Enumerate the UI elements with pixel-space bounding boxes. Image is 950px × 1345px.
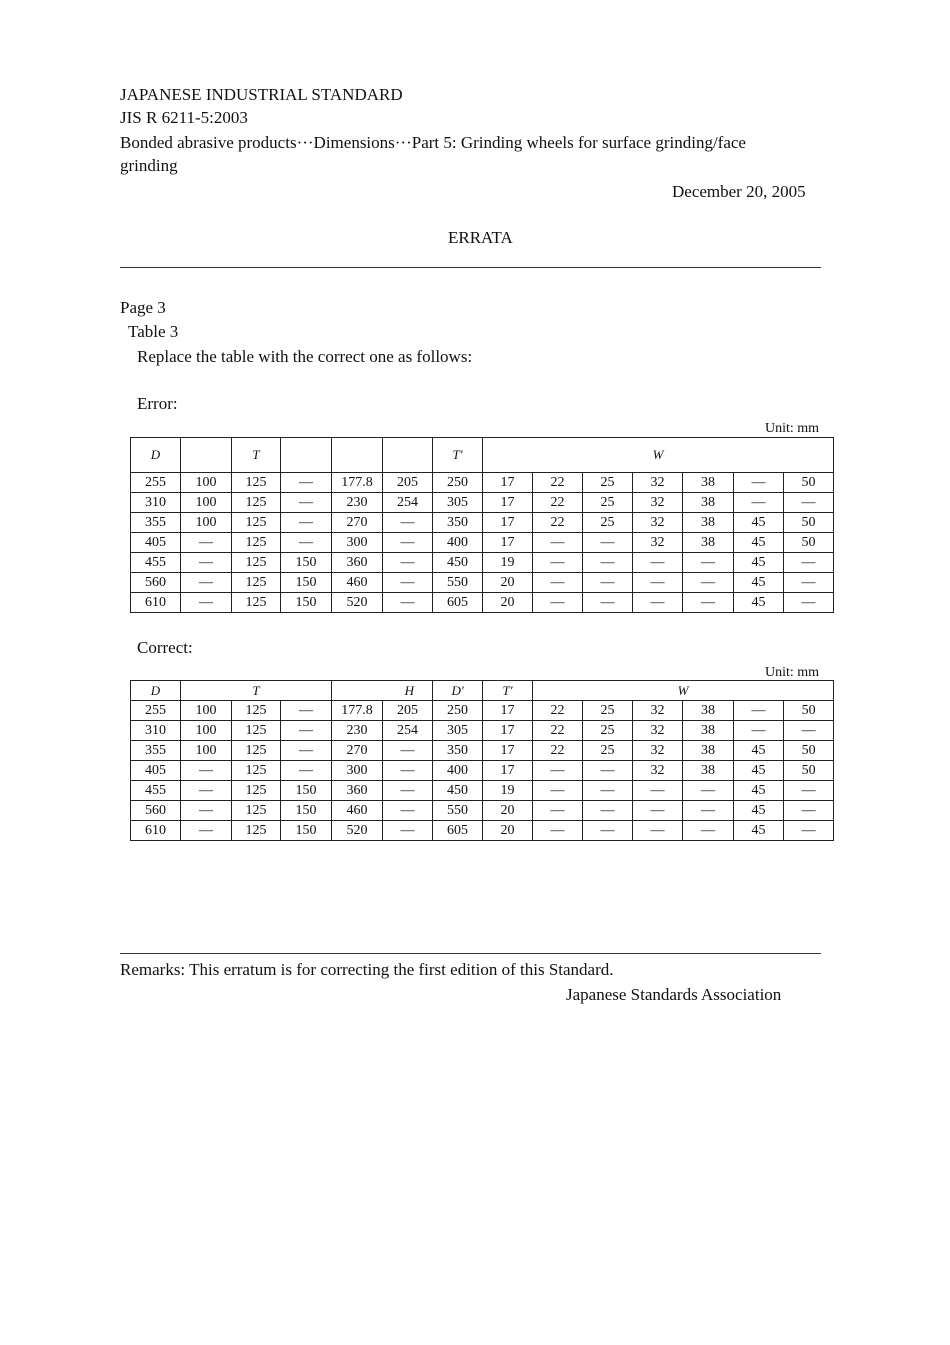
table-cell: 205 <box>383 473 433 493</box>
table-cell: — <box>583 553 633 573</box>
table-cell: — <box>633 593 683 613</box>
table-cell: 20 <box>483 593 533 613</box>
table-cell: 150 <box>281 553 332 573</box>
table-cell: 560 <box>131 573 181 593</box>
table-cell: — <box>784 553 834 573</box>
table-cell: — <box>583 573 633 593</box>
table-cell: 230 <box>332 493 383 513</box>
table-cell: 610 <box>131 821 181 841</box>
table-cell: — <box>533 821 583 841</box>
error-table <box>130 437 834 613</box>
table-cell: — <box>181 781 232 801</box>
header-w: W <box>533 681 834 701</box>
table-cell: — <box>383 821 433 841</box>
table-row <box>131 593 834 613</box>
table-cell: — <box>633 573 683 593</box>
table-cell: 38 <box>683 701 734 721</box>
errata-heading: ERRATA <box>448 228 513 247</box>
table-cell: 605 <box>433 593 483 613</box>
table-cell: — <box>383 513 433 533</box>
table-cell: — <box>734 701 784 721</box>
table-cell: 22 <box>533 513 583 533</box>
table-cell: — <box>281 761 332 781</box>
table-row <box>131 513 834 533</box>
table-cell: 45 <box>734 801 784 821</box>
table-cell: — <box>583 801 633 821</box>
table-cell: — <box>383 593 433 613</box>
table-cell: 45 <box>734 741 784 761</box>
table-cell: 255 <box>131 701 181 721</box>
table-cell: 17 <box>483 513 533 533</box>
table-cell: 125 <box>232 513 281 533</box>
table-cell: 17 <box>483 493 533 513</box>
table-cell: 300 <box>332 533 383 553</box>
table-cell: — <box>533 553 583 573</box>
table-cell: 100 <box>181 701 232 721</box>
table-row <box>131 741 834 761</box>
table-cell: — <box>734 473 784 493</box>
table-cell: 270 <box>332 513 383 533</box>
table-cell: — <box>181 593 232 613</box>
table-cell: — <box>784 781 834 801</box>
table-cell: — <box>583 761 633 781</box>
table-cell: 25 <box>583 721 633 741</box>
table-cell: 32 <box>633 701 683 721</box>
table-cell: 50 <box>784 701 834 721</box>
table-cell: 25 <box>583 513 633 533</box>
table-cell: 17 <box>483 721 533 741</box>
table-row <box>131 721 834 741</box>
header-h: H <box>332 681 433 701</box>
table-cell: — <box>533 573 583 593</box>
table-cell: — <box>181 761 232 781</box>
table-cell: 150 <box>281 801 332 821</box>
table-cell: 22 <box>533 741 583 761</box>
table-cell: 205 <box>383 701 433 721</box>
table-cell: 17 <box>483 741 533 761</box>
table-cell: 45 <box>734 533 784 553</box>
table-cell: 125 <box>232 533 281 553</box>
table-cell: — <box>583 593 633 613</box>
header-blank <box>281 438 332 473</box>
table-cell: — <box>533 801 583 821</box>
table-cell: 19 <box>483 781 533 801</box>
table-row <box>131 473 834 493</box>
table-cell: — <box>533 533 583 553</box>
table-cell: — <box>583 781 633 801</box>
table-cell: 355 <box>131 741 181 761</box>
table-cell: — <box>281 493 332 513</box>
table-cell: — <box>281 721 332 741</box>
page-ref: Page 3 <box>120 298 166 317</box>
table-row <box>131 493 834 513</box>
table-cell: 32 <box>633 513 683 533</box>
table-cell: — <box>533 593 583 613</box>
correct-unit-label: Unit: mm <box>765 665 820 680</box>
table-cell: — <box>784 821 834 841</box>
table-cell: 22 <box>533 473 583 493</box>
header-t-prime: T' <box>433 438 483 473</box>
table-cell: — <box>383 741 433 761</box>
table-cell: — <box>683 801 734 821</box>
table-row <box>131 701 834 721</box>
header-t: T <box>232 438 281 473</box>
table-cell: 250 <box>433 473 483 493</box>
table-cell: 455 <box>131 553 181 573</box>
bottom-rule <box>120 953 821 954</box>
table-cell: 50 <box>784 513 834 533</box>
table-cell: 38 <box>683 761 734 781</box>
table-cell: — <box>181 821 232 841</box>
table-cell: 310 <box>131 493 181 513</box>
table-cell: — <box>683 821 734 841</box>
table-cell: 520 <box>332 593 383 613</box>
table-cell: 50 <box>784 473 834 493</box>
table-cell: 32 <box>633 721 683 741</box>
table-cell: 50 <box>784 741 834 761</box>
org-name: JAPANESE INDUSTRIAL STANDARD <box>120 85 403 104</box>
table-cell: 305 <box>433 493 483 513</box>
header-blank <box>383 438 433 473</box>
table-cell: — <box>784 573 834 593</box>
table-cell: 360 <box>332 553 383 573</box>
table-cell: 32 <box>633 533 683 553</box>
table-cell: — <box>383 533 433 553</box>
table-cell: 450 <box>433 553 483 573</box>
table-cell: 100 <box>181 513 232 533</box>
table-row <box>131 801 834 821</box>
table-cell: 177.8 <box>332 701 383 721</box>
table-cell: 450 <box>433 781 483 801</box>
title-line-1: Bonded abrasive products···Dimensions···Part 5: Grinding wheels for surface grinding/face <box>120 133 746 152</box>
table-cell: 177.8 <box>332 473 383 493</box>
table-cell: 45 <box>734 781 784 801</box>
table-cell: 100 <box>181 493 232 513</box>
table-cell: 19 <box>483 553 533 573</box>
table-cell: 45 <box>734 821 784 841</box>
table-cell: 305 <box>433 721 483 741</box>
table-cell: — <box>383 573 433 593</box>
table-cell: 125 <box>232 493 281 513</box>
table-cell: 125 <box>232 593 281 613</box>
table-cell: — <box>633 781 683 801</box>
table-cell: — <box>181 573 232 593</box>
table-cell: — <box>683 781 734 801</box>
table-cell: 20 <box>483 801 533 821</box>
correct-table <box>130 680 834 841</box>
table-cell: 150 <box>281 781 332 801</box>
table-cell: 38 <box>683 493 734 513</box>
table-cell: 250 <box>433 701 483 721</box>
header-t: T <box>181 681 332 701</box>
table-cell: 460 <box>332 801 383 821</box>
error-unit-label: Unit: mm <box>765 421 820 436</box>
table-cell: — <box>784 593 834 613</box>
table-cell: 20 <box>483 573 533 593</box>
table-cell: 460 <box>332 573 383 593</box>
table-cell: 150 <box>281 821 332 841</box>
table-cell: 32 <box>633 493 683 513</box>
table-cell: — <box>784 801 834 821</box>
table-cell: — <box>533 781 583 801</box>
table-cell: 550 <box>433 801 483 821</box>
error-label: Error: <box>137 394 178 413</box>
table-cell: 400 <box>433 761 483 781</box>
table-cell: 125 <box>232 781 281 801</box>
table-cell: — <box>633 801 683 821</box>
header-d-prime: D' <box>433 681 483 701</box>
table-cell: — <box>633 821 683 841</box>
table-cell: 38 <box>683 721 734 741</box>
table-cell: — <box>281 473 332 493</box>
table-cell: — <box>181 553 232 573</box>
table-row <box>131 781 834 801</box>
table-cell: — <box>784 493 834 513</box>
table-cell: — <box>383 761 433 781</box>
publisher-name: Japanese Standards Association <box>566 985 782 1004</box>
table-cell: 50 <box>784 533 834 553</box>
table-cell: — <box>683 573 734 593</box>
header-d: D <box>131 438 181 473</box>
header-t-prime: T' <box>483 681 533 701</box>
table-cell: 38 <box>683 533 734 553</box>
table-cell: 22 <box>533 493 583 513</box>
table-cell: 125 <box>232 821 281 841</box>
table-cell: 405 <box>131 533 181 553</box>
top-rule <box>120 267 821 268</box>
table-cell: 125 <box>232 553 281 573</box>
table-cell: 310 <box>131 721 181 741</box>
table-cell: 125 <box>232 701 281 721</box>
table-cell: — <box>383 553 433 573</box>
table-cell: — <box>281 513 332 533</box>
table-cell: — <box>281 701 332 721</box>
standard-number: JIS R 6211-5:2003 <box>120 108 248 127</box>
table-cell: 17 <box>483 761 533 781</box>
table-cell: 22 <box>533 701 583 721</box>
table-cell: 25 <box>583 701 633 721</box>
table-cell: — <box>383 781 433 801</box>
table-cell: 255 <box>131 473 181 493</box>
table-cell: — <box>583 533 633 553</box>
table-cell: — <box>734 721 784 741</box>
table-cell: 230 <box>332 721 383 741</box>
table-cell: 17 <box>483 533 533 553</box>
table-cell: 45 <box>734 573 784 593</box>
table-cell: 125 <box>232 721 281 741</box>
table-cell: 350 <box>433 513 483 533</box>
table-cell: 350 <box>433 741 483 761</box>
table-row <box>131 553 834 573</box>
table-cell: 520 <box>332 821 383 841</box>
header-blank <box>181 438 232 473</box>
table-cell: 270 <box>332 741 383 761</box>
table-cell: 254 <box>383 493 433 513</box>
table-cell: 32 <box>633 761 683 781</box>
table-cell: 100 <box>181 473 232 493</box>
table-cell: — <box>181 533 232 553</box>
table-cell: — <box>281 741 332 761</box>
table-header-row <box>131 681 834 701</box>
table-cell: 20 <box>483 821 533 841</box>
table-header-row <box>131 438 834 473</box>
table-cell: 22 <box>533 721 583 741</box>
table-cell: — <box>734 493 784 513</box>
table-row <box>131 761 834 781</box>
instruction-text: Replace the table with the correct one as follows: <box>137 347 473 366</box>
table-cell: — <box>383 801 433 821</box>
table-row <box>131 821 834 841</box>
table-cell: 45 <box>734 593 784 613</box>
table-cell: — <box>533 761 583 781</box>
table-cell: 150 <box>281 573 332 593</box>
table-cell: 45 <box>734 761 784 781</box>
table-cell: 360 <box>332 781 383 801</box>
table-cell: 254 <box>383 721 433 741</box>
table-cell: 125 <box>232 573 281 593</box>
table-cell: 125 <box>232 761 281 781</box>
header-d: D <box>131 681 181 701</box>
table-cell: 25 <box>583 493 633 513</box>
table-cell: 125 <box>232 741 281 761</box>
header-blank <box>332 438 383 473</box>
table-cell: 50 <box>784 761 834 781</box>
remarks-text: Remarks: This erratum is for correcting the first edition of this Standard. <box>120 960 614 979</box>
table-cell: 400 <box>433 533 483 553</box>
table-cell: 32 <box>633 473 683 493</box>
table-cell: 125 <box>232 801 281 821</box>
table-cell: 100 <box>181 721 232 741</box>
table-cell: 38 <box>683 473 734 493</box>
table-cell: 405 <box>131 761 181 781</box>
table-cell: 38 <box>683 513 734 533</box>
table-cell: 17 <box>483 473 533 493</box>
table-cell: 45 <box>734 553 784 573</box>
table-cell: 25 <box>583 741 633 761</box>
table-cell: 45 <box>734 513 784 533</box>
table-cell: 300 <box>332 761 383 781</box>
table-cell: 550 <box>433 573 483 593</box>
table-cell: 100 <box>181 741 232 761</box>
table-ref: Table 3 <box>128 322 179 341</box>
table-cell: 560 <box>131 801 181 821</box>
table-cell: — <box>683 593 734 613</box>
table-row <box>131 533 834 553</box>
header-w: W <box>483 438 834 473</box>
table-cell: 150 <box>281 593 332 613</box>
issue-date: December 20, 2005 <box>672 182 806 201</box>
correct-label: Correct: <box>137 638 193 657</box>
table-cell: 610 <box>131 593 181 613</box>
table-cell: — <box>281 533 332 553</box>
title-line-2: grinding <box>120 156 178 175</box>
table-cell: 25 <box>583 473 633 493</box>
table-cell: 125 <box>232 473 281 493</box>
table-cell: — <box>583 821 633 841</box>
table-cell: — <box>633 553 683 573</box>
table-cell: — <box>784 721 834 741</box>
table-cell: 32 <box>633 741 683 761</box>
table-cell: 17 <box>483 701 533 721</box>
table-cell: 455 <box>131 781 181 801</box>
table-cell: — <box>181 801 232 821</box>
table-cell: 605 <box>433 821 483 841</box>
table-cell: 355 <box>131 513 181 533</box>
table-row <box>131 573 834 593</box>
table-cell: — <box>683 553 734 573</box>
table-cell: 38 <box>683 741 734 761</box>
